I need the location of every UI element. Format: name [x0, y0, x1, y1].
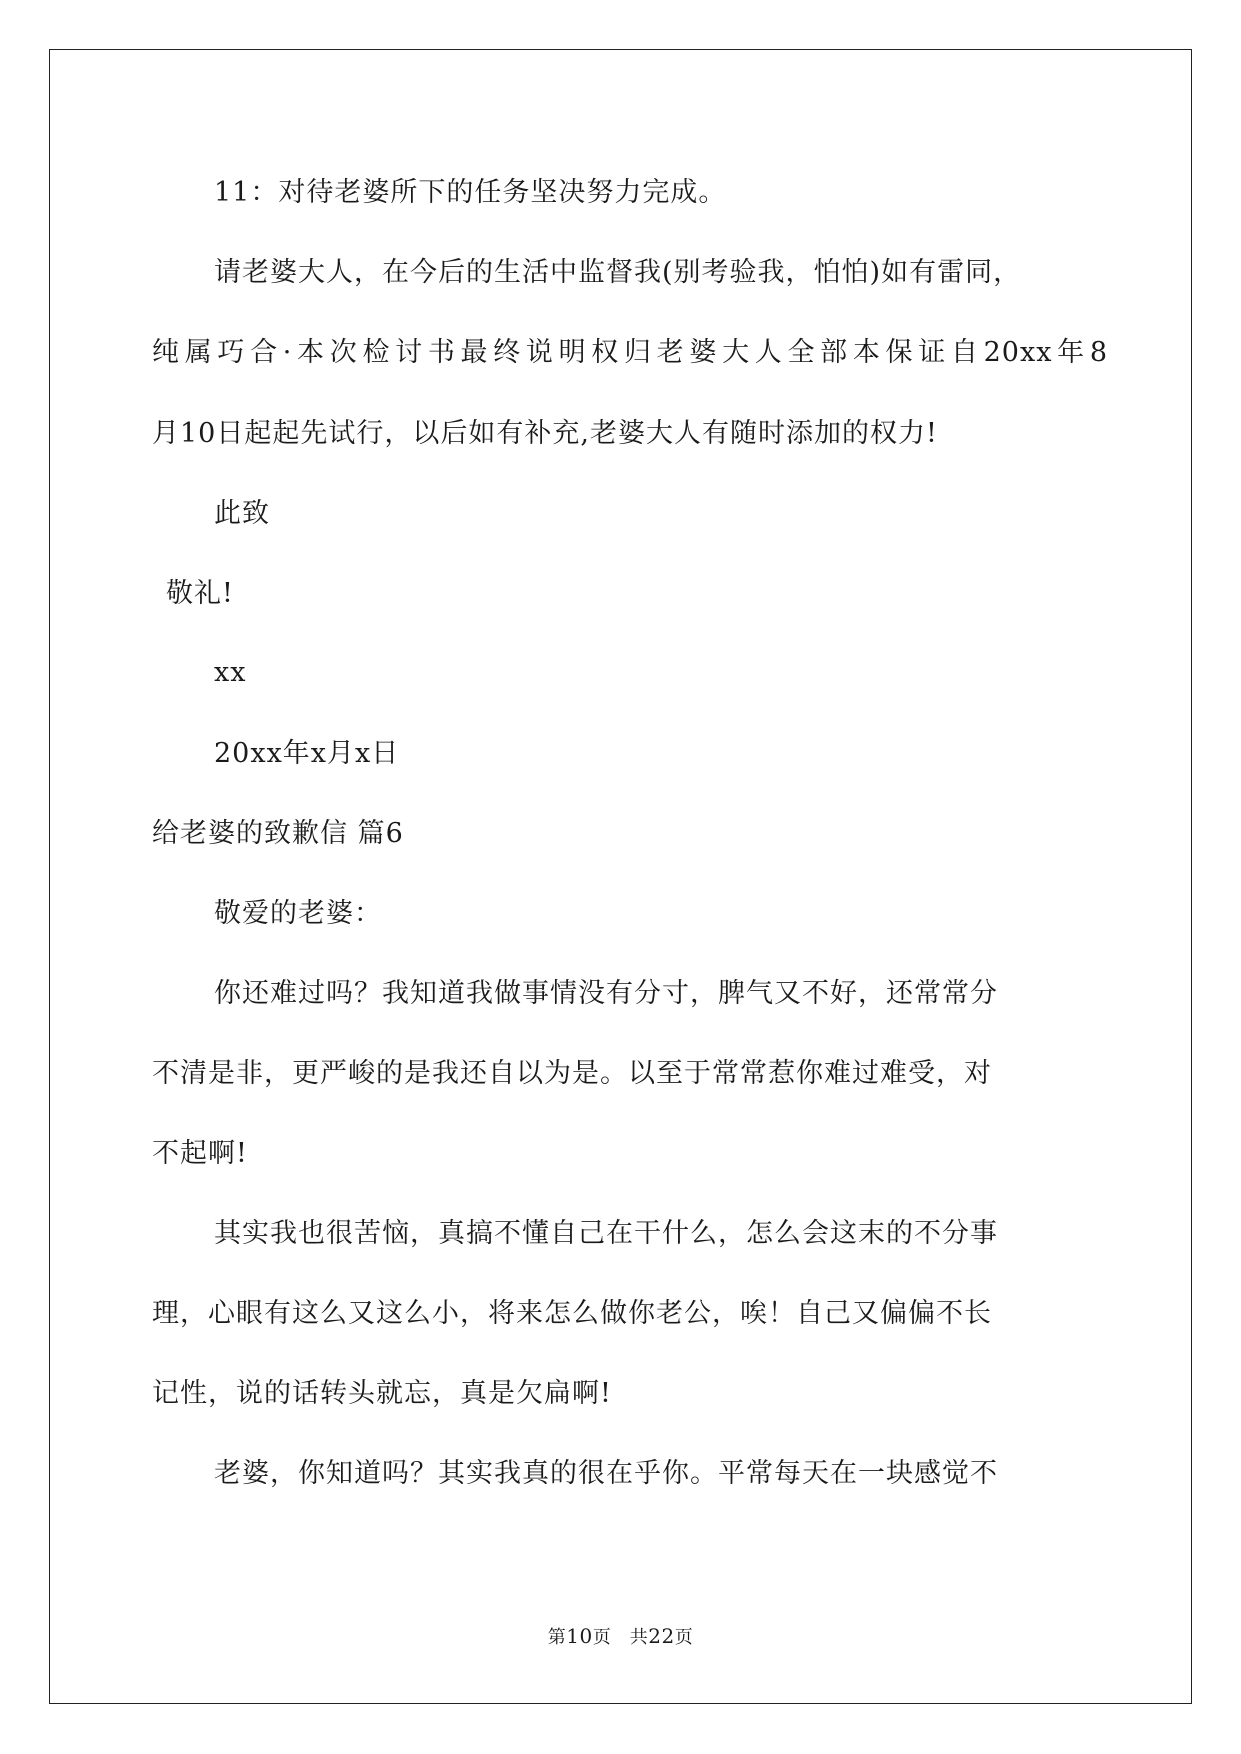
footer-middle: 页 共	[592, 1627, 649, 1648]
paragraph-line: 记性，说的话转头就忘，真是欠扁啊!	[152, 1378, 612, 1409]
paragraph-line: 不清是非，更严峻的是我还自以为是。以至于常常惹你难过难受，对	[152, 1058, 992, 1089]
paragraph-line: 其实我也很苦恼，真搞不懂自己在干什么，怎么会这末的不分事	[214, 1218, 998, 1249]
footer-prefix: 第	[547, 1627, 567, 1648]
paragraph-line: 不起啊!	[152, 1138, 248, 1169]
signature-name: xx	[214, 657, 247, 688]
paragraph-line: 你还难过吗？我知道我做事情没有分寸，脾气又不好，还常常分	[214, 978, 998, 1009]
total-pages-number: 22	[648, 1624, 675, 1648]
closing-phrase: 此致	[214, 498, 270, 529]
footer-suffix: 页	[674, 1627, 694, 1648]
paragraph-line: 11：对待老婆所下的任务坚决努力完成。	[214, 177, 727, 208]
paragraph-line: 请老婆大人，在今后的生活中监督我(别考验我，怕怕)如有雷同，	[214, 257, 1022, 288]
letter-greeting: 敬爱的老婆：	[214, 898, 382, 929]
signature-date: 20xx年x月x日	[214, 738, 400, 769]
paragraph-line: 纯属巧合·本次检讨书最终说明权归老婆大人全部本保证自20xx年8	[152, 337, 1108, 368]
section-heading: 给老婆的致歉信 篇6	[152, 818, 404, 849]
paragraph-line: 理，心眼有这么又这么小，将来怎么做你老公，唉！自己又偏偏不长	[152, 1298, 992, 1329]
paragraph-line: 月10日起起先试行，以后如有补充,老婆大人有随时添加的权力!	[152, 418, 938, 449]
current-page-number: 10	[566, 1624, 593, 1648]
paragraph-line: 老婆，你知道吗？其实我真的很在乎你。平常每天在一块感觉不	[214, 1458, 998, 1489]
page-footer	[0, 1624, 1241, 1650]
salutation: 敬礼!	[166, 578, 234, 609]
